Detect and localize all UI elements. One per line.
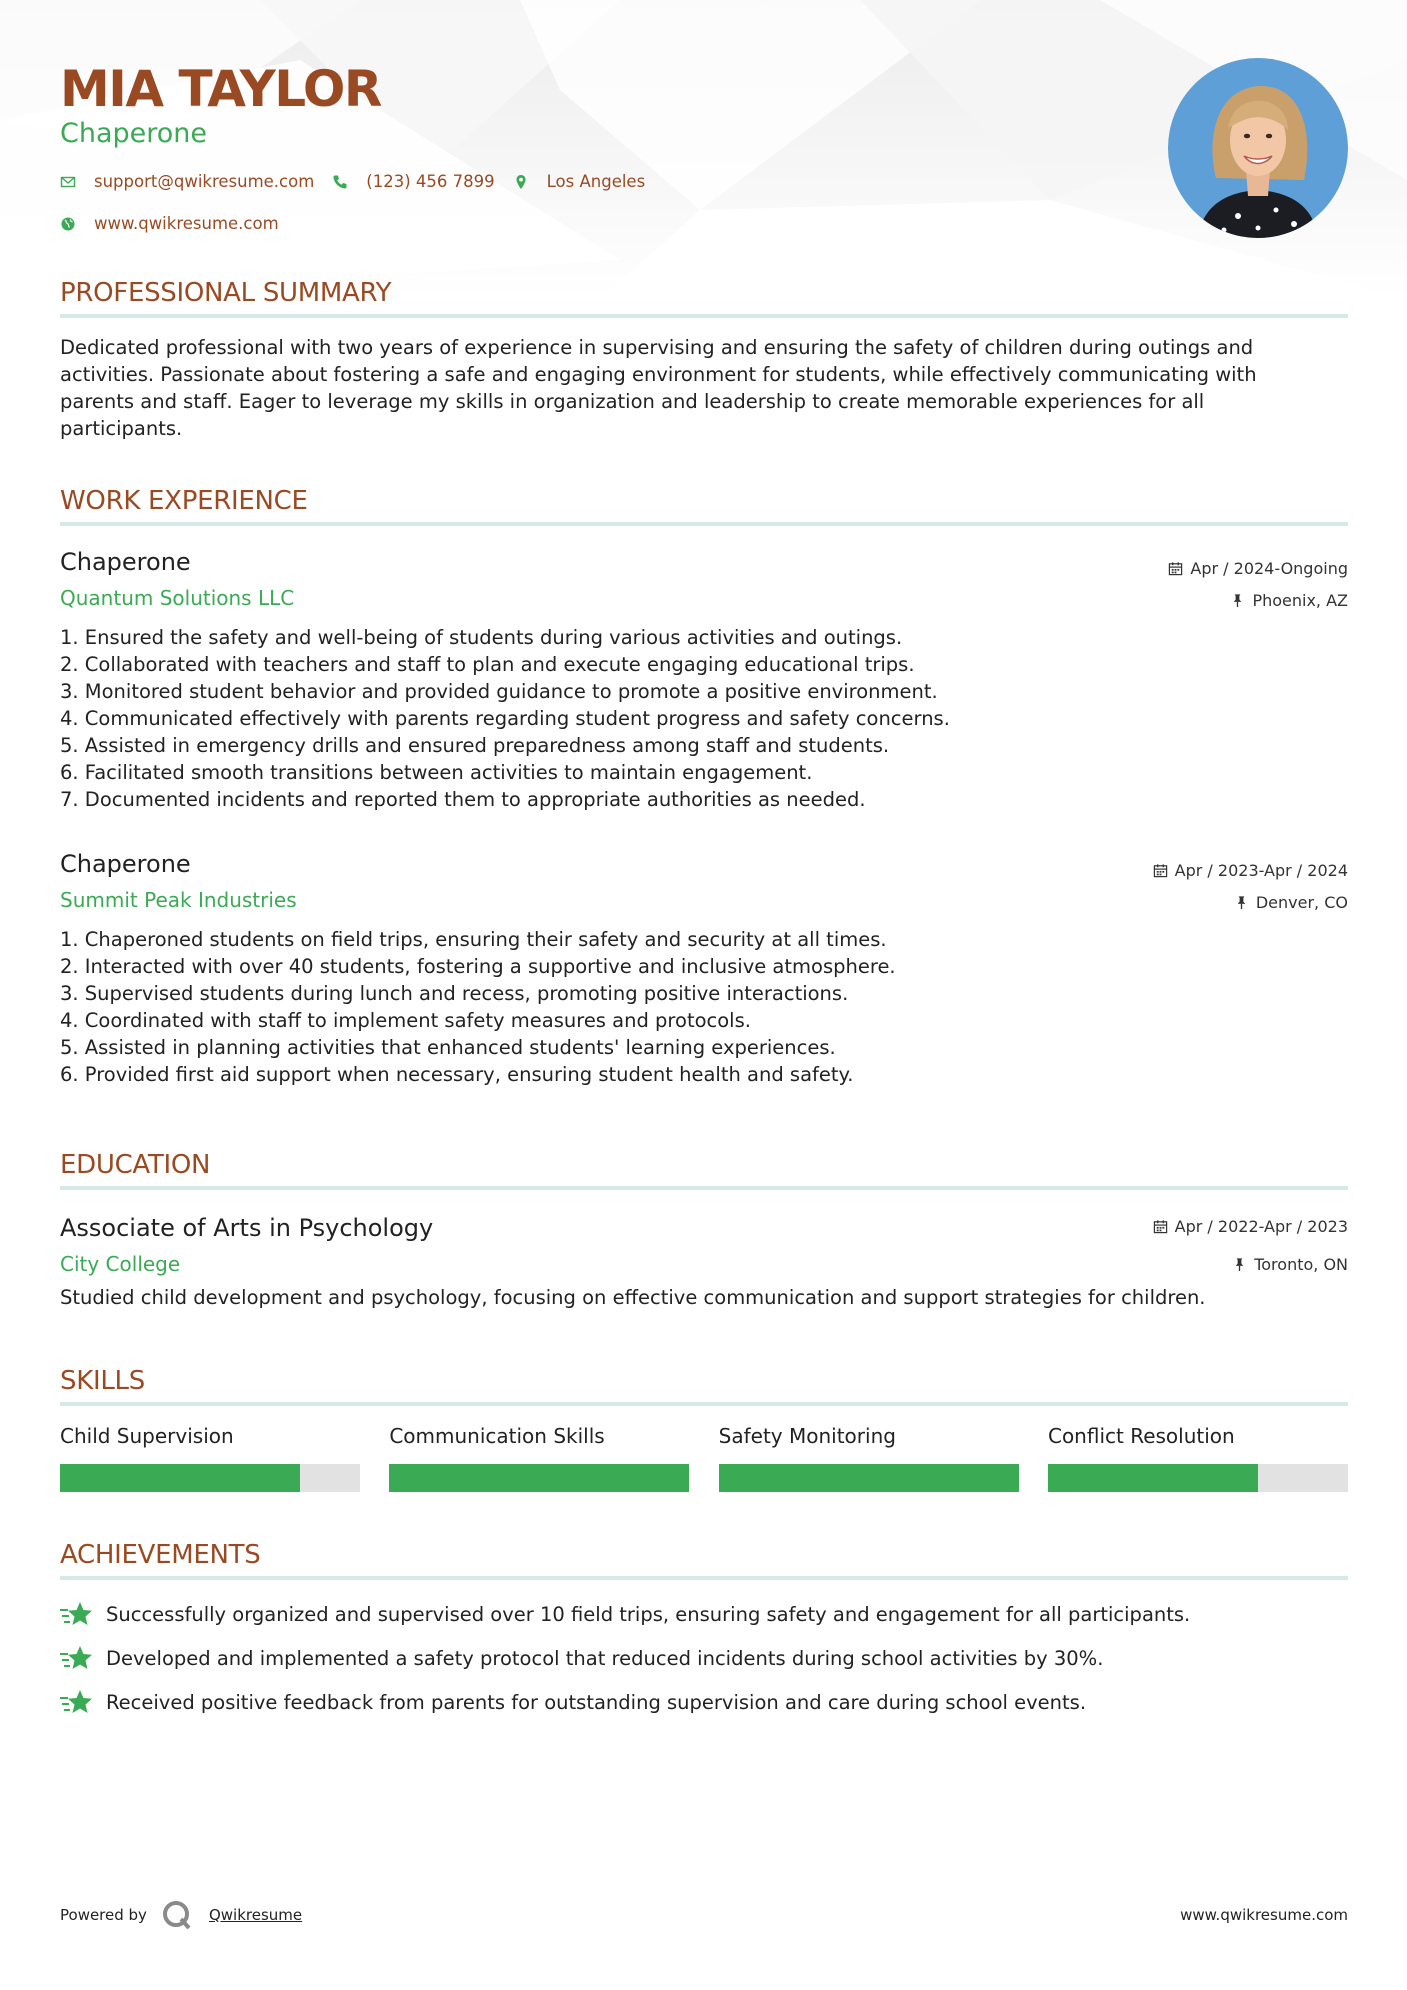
phone-text: (123) 456 7899 — [366, 172, 495, 191]
summary-line: parents and staff. Eager to leverage my skills in organization and leadership to create memorable experiences for all — [60, 390, 1205, 413]
phone-icon — [332, 174, 348, 190]
job-duties-list — [60, 926, 1348, 1088]
achievement-item — [60, 1636, 1348, 1680]
achievements-section — [60, 1540, 1348, 1724]
degree-title: Associate of Arts in Psychology — [60, 1214, 434, 1242]
skills-section — [60, 1366, 1348, 1492]
summary-line: Dedicated professional with two years of experience in supervising and ensuring the safety of children during outings and — [60, 336, 1254, 359]
summary-heading: PROFESSIONAL SUMMARY — [60, 278, 1348, 318]
duty-item: 5. Assisted in planning activities that enhanced students' learning experiences. — [60, 1036, 836, 1059]
education-meta — [1153, 1216, 1348, 1274]
job-entry — [60, 548, 1348, 813]
skill-bar — [389, 1464, 689, 1492]
summary-section — [60, 278, 1348, 442]
duty-item: 2. Collaborated with teachers and staff to plan and execute engaging educational trips. — [60, 653, 915, 676]
education-description: Studied child development and psychology, focusing on effective communication and support strategies for children. — [60, 1286, 1206, 1309]
skill-name: Communication Skills — [389, 1424, 605, 1448]
achievement-item — [60, 1680, 1348, 1724]
pushpin-icon — [1234, 895, 1249, 910]
duty-item: 6. Facilitated smooth transitions between activities to maintain engagement. — [60, 761, 813, 784]
calendar-icon — [1168, 561, 1183, 576]
skill-bar-fill — [1048, 1464, 1258, 1492]
job-dates-text: Apr / 2024-Ongoing — [1190, 558, 1348, 578]
website-text: www.qwikresume.com — [94, 214, 279, 233]
duty-item: 4. Communicated effectively with parents regarding student progress and safety concerns. — [60, 707, 950, 730]
skill-item — [389, 1424, 689, 1492]
education-entry — [60, 1214, 1348, 1311]
contact-email[interactable] — [60, 172, 314, 191]
candidate-name: MIA TAYLOR — [60, 60, 381, 118]
summary-line: participants. — [60, 417, 183, 440]
duty-item: 5. Assisted in emergency drills and ensured preparedness among staff and students. — [60, 734, 890, 757]
job-dates — [1153, 860, 1348, 880]
skill-name: Conflict Resolution — [1047, 1424, 1235, 1448]
education-location — [1153, 1254, 1348, 1274]
star-icon — [60, 1644, 94, 1672]
globe-icon — [60, 216, 76, 232]
footer-website-link[interactable]: www.qwikresume.com — [1180, 1906, 1348, 1924]
job-location — [1168, 590, 1348, 610]
achievement-text: Successfully organized and supervised over 10 field trips, ensuring safety and engagement for all participants. — [106, 1602, 1191, 1626]
duty-item: 1. Chaperoned students on field trips, ensuring their safety and security at all times. — [60, 928, 887, 951]
skill-bar — [719, 1464, 1019, 1492]
job-company: Quantum Solutions LLC — [60, 586, 295, 610]
job-dates-text: Apr / 2023-Apr / 2024 — [1174, 860, 1348, 880]
contact-location — [513, 172, 646, 191]
skill-name: Child Supervision — [60, 1424, 234, 1448]
brand-link[interactable]: Qwikresume — [208, 1906, 303, 1924]
skill-bar — [1048, 1464, 1348, 1492]
skill-name: Safety Monitoring — [718, 1424, 896, 1448]
contact-row — [60, 172, 663, 191]
duty-item: 7. Documented incidents and reported them to appropriate authorities as needed. — [60, 788, 866, 811]
job-location-text: Phoenix, AZ — [1252, 590, 1348, 610]
duty-item: 3. Supervised students during lunch and recess, promoting positive interactions. — [60, 982, 849, 1005]
pushpin-icon — [1230, 593, 1245, 608]
candidate-role: Chaperone — [60, 118, 208, 149]
skill-item — [719, 1424, 1019, 1492]
job-title: Chaperone — [60, 548, 191, 576]
pushpin-icon — [1232, 1257, 1247, 1272]
achievements-list — [60, 1592, 1348, 1724]
job-location — [1153, 892, 1348, 912]
skill-bar — [60, 1464, 360, 1492]
skill-item — [1048, 1424, 1348, 1492]
education-heading: EDUCATION — [60, 1150, 1348, 1190]
achievement-item — [60, 1592, 1348, 1636]
skill-bar-fill — [389, 1464, 689, 1492]
achievements-heading: ACHIEVEMENTS — [60, 1540, 1348, 1580]
footer — [60, 1895, 1348, 1935]
email-text: support@qwikresume.com — [94, 172, 315, 191]
powered-by-label: Powered by — [60, 1906, 147, 1924]
achievement-text: Received positive feedback from parents for outstanding supervision and care during school events. — [106, 1690, 1087, 1714]
duty-item: 6. Provided first aid support when necessary, ensuring student health and safety. — [60, 1063, 854, 1086]
calendar-icon — [1153, 1219, 1168, 1234]
job-title: Chaperone — [60, 850, 191, 878]
experience-section — [60, 486, 1348, 526]
duty-item: 2. Interacted with over 40 students, fostering a supportive and inclusive atmosphere. — [60, 955, 896, 978]
skills-list — [60, 1424, 1348, 1492]
experience-heading: WORK EXPERIENCE — [60, 486, 1348, 526]
contact-website[interactable] — [60, 214, 279, 233]
calendar-icon — [1153, 863, 1168, 878]
education-location-text: Toronto, ON — [1254, 1254, 1348, 1274]
achievement-text: Developed and implemented a safety protocol that reduced incidents during school activities by 30%. — [106, 1646, 1104, 1670]
summary-line: activities. Passionate about fostering a safe and engaging environment for students, while effectively communicating with — [60, 363, 1257, 386]
job-entry — [60, 850, 1348, 1088]
contact-phone[interactable] — [332, 172, 494, 191]
job-location-text: Denver, CO — [1255, 892, 1348, 912]
skill-bar-fill — [60, 1464, 300, 1492]
skill-bar-fill — [719, 1464, 1019, 1492]
job-duties-list — [60, 624, 1348, 813]
footer-branding — [60, 1899, 302, 1931]
profile-photo — [1168, 58, 1348, 238]
school-name: City College — [60, 1252, 181, 1276]
star-icon — [60, 1688, 94, 1716]
profile-photo-image — [1168, 58, 1348, 238]
education-dates — [1153, 1216, 1348, 1236]
summary-text — [60, 334, 1348, 442]
envelope-icon — [60, 174, 76, 190]
star-icon — [60, 1600, 94, 1628]
location-text: Los Angeles — [546, 172, 646, 191]
education-section — [60, 1150, 1348, 1190]
duty-item: 4. Coordinated with staff to implement safety measures and protocols. — [60, 1009, 751, 1032]
duty-item: 3. Monitored student behavior and provided guidance to promote a positive environment. — [60, 680, 938, 703]
job-dates — [1168, 558, 1348, 578]
skill-item — [60, 1424, 360, 1492]
map-pin-icon — [513, 174, 529, 190]
duty-item: 1. Ensured the safety and well-being of students during various activities and outings. — [60, 626, 903, 649]
contact-row-web — [60, 214, 297, 233]
job-company: Summit Peak Industries — [60, 888, 297, 912]
job-meta — [1153, 860, 1348, 912]
education-dates-text: Apr / 2022-Apr / 2023 — [1174, 1216, 1348, 1236]
skills-heading: SKILLS — [60, 1366, 1348, 1406]
qwikresume-logo-icon — [161, 1899, 193, 1931]
job-meta — [1168, 558, 1348, 610]
